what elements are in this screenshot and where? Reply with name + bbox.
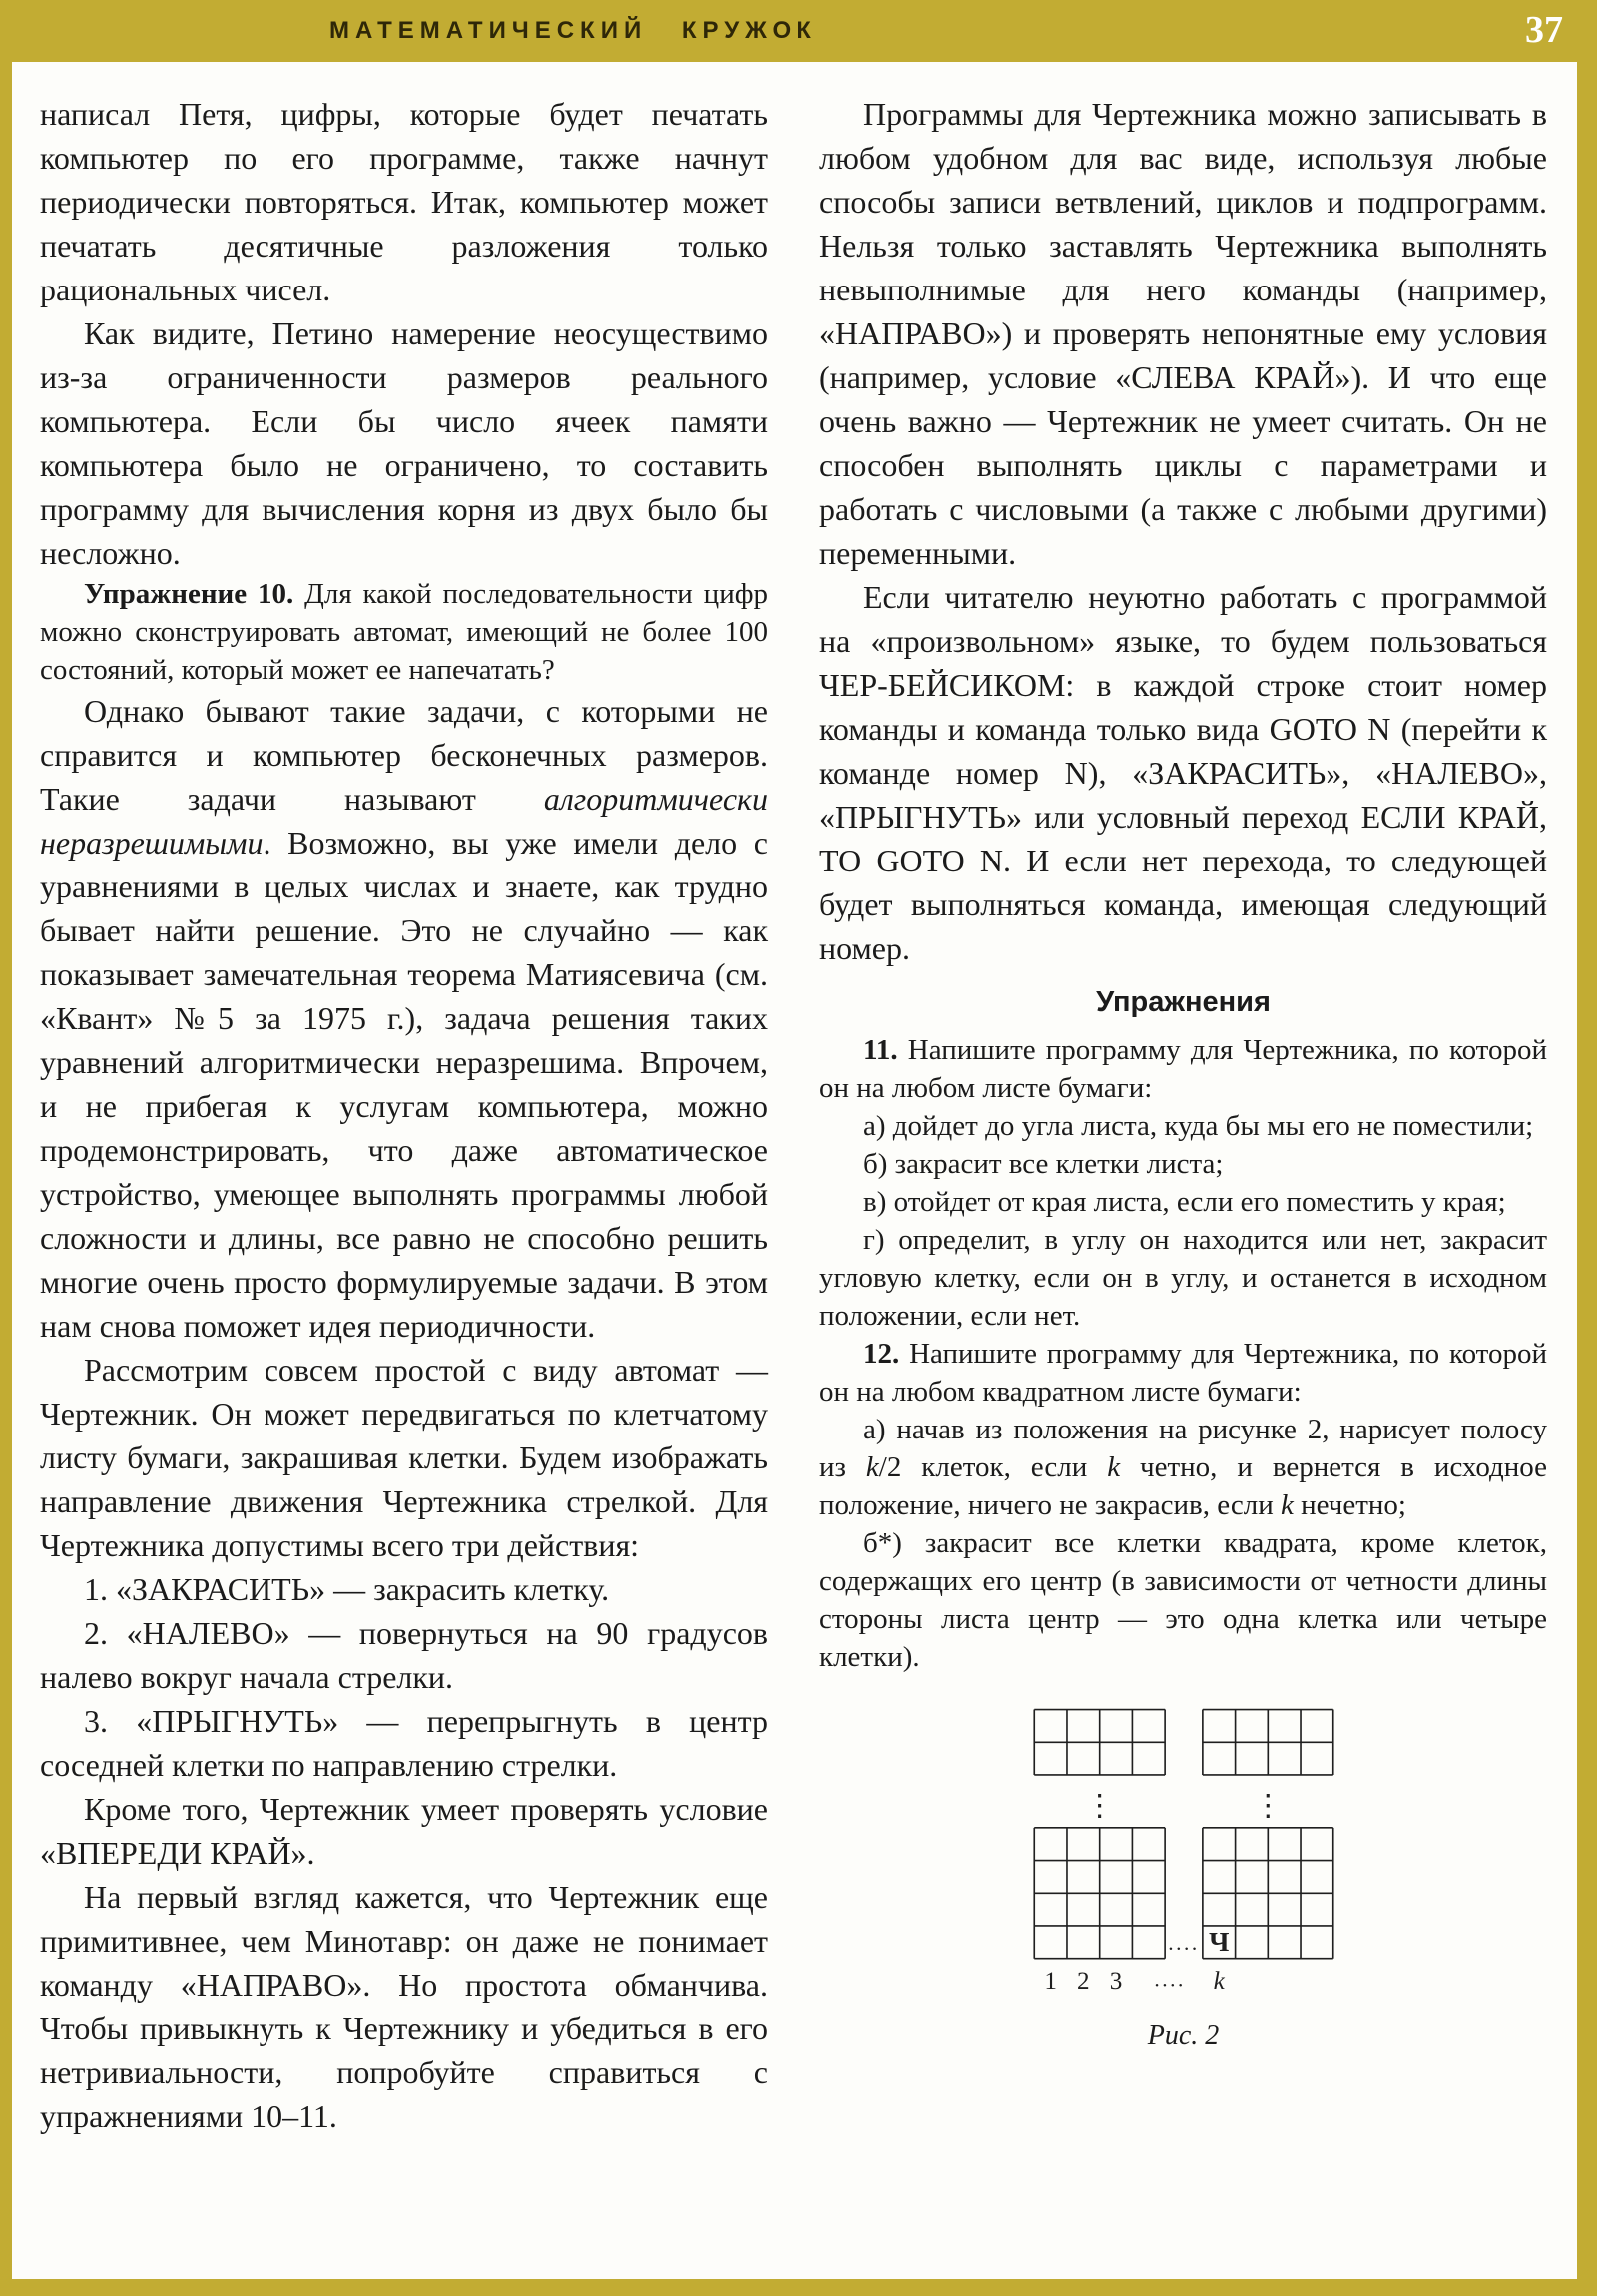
section-title: МАТЕМАТИЧЕСКИЙ КРУЖОК bbox=[329, 17, 817, 44]
column-ellipsis: .... bbox=[1153, 1967, 1186, 1992]
item-prygnut: 3. «ПРЫГНУТЬ» — перепрыгнуть в центр соседней клетки по направлению стрелки. bbox=[40, 1703, 768, 1783]
para-continued: написал Петя, цифры, которые будет печатать компьютер по его программе, также начнут периодически повторяться. Итак, компьютер может печатать десятичные разложения только рациональных чисел. bbox=[40, 96, 768, 307]
column-label-2: 2 bbox=[1076, 1967, 1090, 1995]
right-edge-band bbox=[1577, 0, 1597, 2296]
bottom-edge-band bbox=[0, 2279, 1597, 2296]
para-limits: Как видите, Петино намерение неосуществимо из-за ограниченности размеров реального компьютера. Если бы число ячеек памяти компьютера было не ограничено, то составить программу для вычисления корня из двух было бы несложно. bbox=[40, 315, 768, 571]
exercise-10: Упражнение 10. Для какой последовательности цифр можно сконструировать автомат, имеющий не более 100 состояний, который может ее напечатать? bbox=[40, 578, 768, 686]
exercise-11-v: в) отойдет от края листа, если его поместить у края; bbox=[863, 1186, 1506, 1218]
item-nalevo: 2. «НАЛЕВО» — повернуться на 90 градусов налево вокруг начала стрелки. bbox=[40, 1615, 768, 1695]
left-column bbox=[40, 92, 768, 2279]
column-label-1: 1 bbox=[1043, 1967, 1057, 1995]
item-zakrasit: 1. «ЗАКРАСИТЬ» — закрасить клетку. bbox=[84, 1571, 610, 1607]
page-number: 37 bbox=[1525, 9, 1563, 51]
page-content bbox=[12, 62, 1577, 2279]
vertical-ellipsis-right: ⋮ bbox=[1252, 1788, 1283, 1823]
grid-lines bbox=[1034, 1710, 1332, 1959]
right-column bbox=[819, 92, 1547, 2279]
para-plotter-intro: Рассмотрим совсем простой с виду автомат — Чертежник. Он может передвигаться по клетчатому листу бумаги, закрашивая клетки. Будем изображать направление движения Чертежника стрелкой. Для Чертежника допустимы всего три действия: bbox=[40, 1352, 768, 1563]
column-label-3: 3 bbox=[1109, 1967, 1122, 1995]
left-edge-band bbox=[0, 0, 12, 2296]
plotter-cell-label: Ч bbox=[1208, 1926, 1229, 1958]
exercises-heading: Упражнения bbox=[1096, 986, 1271, 1018]
exercise-11-a: а) дойдет до угла листа, куда бы мы его не поместили; bbox=[863, 1110, 1534, 1142]
exercise-11-g: г) определит, в углу он находится или нет, закрасит угловую клетку, если он в углу, и останется в исходном положении, если нет. bbox=[819, 1224, 1547, 1332]
para-vperedi-krai: Кроме того, Чертежник умеет проверять условие «ВПЕРЕДИ КРАЙ». bbox=[40, 1791, 768, 1871]
para-minotavr: На первый взгляд кажется, что Чертежник еще примитивнее, чем Минотавр: он даже не понимает команду «НАПРАВО». Но простота обманчива. Чтобы привыкнуть к Чертежнику и убедиться в его нетривиальности, попробуйте справиться с упражнениями 10–11. bbox=[40, 1879, 768, 2134]
right-column-text bbox=[819, 92, 1547, 1676]
exercise-12-a: а) начав из положения на рисунке 2, нарисует полосу из k/2 клеток, если k четно, и вернется в исходное положение, ничего не закрасив, если k нечетно; bbox=[819, 1414, 1547, 1521]
exercise-12-b: б*) закрасит все клетки квадрата, кроме клеток, содержащих его центр (в зависимости от четности длины стороны листа центр — это одна клетка или четыре клетки). bbox=[819, 1527, 1547, 1673]
figure-2 bbox=[819, 1702, 1547, 2052]
vertical-ellipsis-left: ⋮ bbox=[1084, 1788, 1115, 1823]
exercise-12-intro: 12. Напишите программу для Чертежника, по которой он на любом квадратном листе бумаги: bbox=[819, 1338, 1547, 1408]
exercise-11-b: б) закрасит все клетки листа; bbox=[863, 1148, 1224, 1180]
page-header-band bbox=[0, 0, 1597, 62]
figure-caption: Рис. 2 bbox=[1147, 2020, 1220, 2051]
para-programs: Программы для Чертежника можно записывать в любом удобном для вас виде, используя любые способы записи ветвлений, циклов и подпрограмм. Нельзя только заставлять Чертежника выполнять невыполнимые для него команды (например, «НАПРАВО») и проверять непонятные ему условия (например, условие «СЛЕВА КРАЙ»). И что еще очень важно — Чертежник не умеет считать. Он не способен выполнять циклы с параметрами и работать с числовыми (а также с любыми другими) переменными. bbox=[819, 96, 1547, 571]
figure-2-grid-drawing bbox=[1019, 1702, 1348, 2004]
row-ellipsis: .... bbox=[1167, 1930, 1200, 1955]
column-label-k: k bbox=[1213, 1967, 1225, 1995]
para-cher-basic: Если читателю неуютно работать с программой на «произвольном» языке, то будем пользоваться ЧЕР-БЕЙСИКОМ: в каждой строке стоит номер команды и команда только вида GOTO N (перейти к команде номер N), «ЗАКРАСИТЬ», «НАЛЕВО», «ПРЫГНУТЬ» или условный переход ЕСЛИ КРАЙ, ТО GOTO N. И если нет перехода, то следующей будет выполняться команда, имеющая следующий номер. bbox=[819, 579, 1547, 966]
left-column-text bbox=[40, 92, 768, 2138]
exercise-11-intro: 11. Напишите программу для Чертежника, по которой он на любом листе бумаги: bbox=[819, 1034, 1547, 1104]
para-unsolvable: Однако бывают такие задачи, с которыми не справится и компьютер бесконечных размеров. Такие задачи называют алгоритмически неразрешимыми. Возможно, вы уже имели дело с уравнениями в целых числах и знаете, как трудно бывает найти решение. Это не случайно — как показывает замечательная теорема Матиясевича (см. «Квант» №5 за 1975 г.), задача решения таких уравнений алгоритмически неразрешима. Впрочем, и не прибегая к услугам компьютера, можно продемонстрировать, что даже автоматическое устройство, умеющее выполнять программы любой сложности и длины, все равно не способно решить многие очень просто формулируемые задачи. В этом нам снова поможет идея периодичности. bbox=[40, 693, 768, 1344]
